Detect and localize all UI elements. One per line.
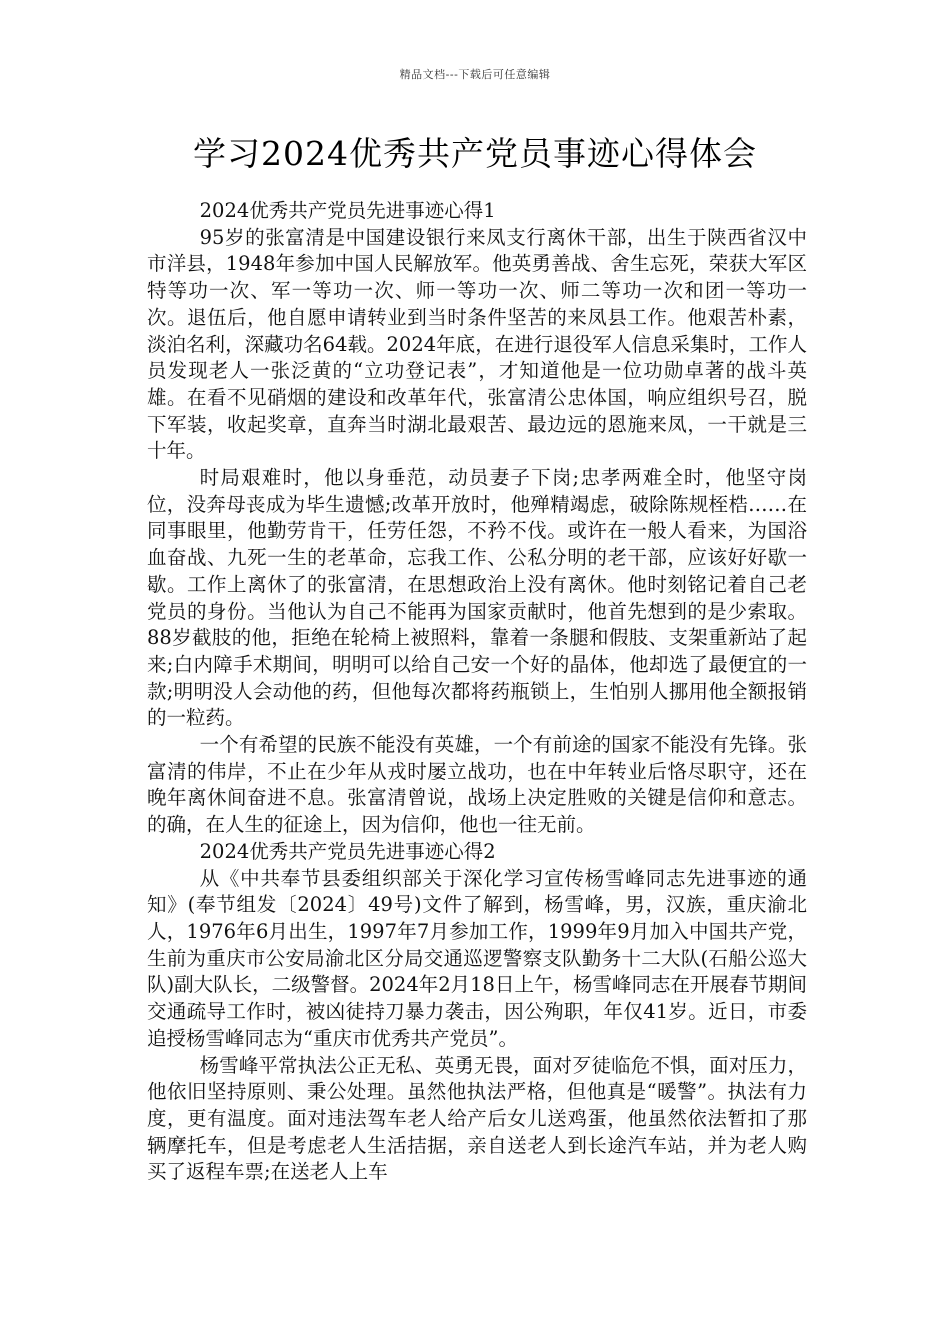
body-paragraph: 杨雪峰平常执法公正无私、英勇无畏，面对歹徒临危不惧，面对压力，他依旧坚持原则、秉公处理。虽然他执法严格，但他真是“暖警”。执法有力度，更有温度。面对违法驾车老人给产后女儿送鸡蛋，他虽然依法暂扣了那辆摩托车，但是考虑老人生活拮据，亲自送老人到长途汽车站，并为老人购买了返程车票;在送老人上车 [147,1053,807,1184]
document-body [147,198,807,1186]
document-title: 学习2024优秀共产党员事迹心得体会 [193,134,757,173]
document-header-note: 精品文档---下载后可任意编辑 [399,68,551,81]
section-heading-2: 2024优秀共产党员先进事迹心得2 [199,839,496,863]
body-paragraph: 从《中共奉节县委组织部关于深化学习宣传杨雪峰同志先进事迹的通知》(奉节组发〔2024〕49号)文件了解到，杨雪峰，男，汉族，重庆渝北人，1976年6月出生，1997年7月参加工作，1999年9月加入中国共产党，生前为重庆市公安局渝北区分局交通巡逻警察支队勤务十二大队(石船公巡大队)副大队长，二级警督。2024年2月18日上午，杨雪峰同志在开展春节期间交通疏导工作时，被凶徒持刀暴力袭击，因公殉职，年仅41岁。近日，市委追授杨雪峰同志为“重庆市优秀共产党员”。 [147,866,807,1050]
section-heading-1: 2024优秀共产党员先进事迹心得1 [199,199,496,222]
body-paragraph: 95岁的张富清是中国建设银行来凤支行离休干部，出生于陕西省汉中市洋县，1948年参加中国人民解放军。他英勇善战、舍生忘死，荣获大军区特等功一次、军一等功一次、师一等功一次、师二等功一次和团一等功一次。退伍后，他自愿申请转业到当时条件坚苦的来凤县工作。他艰苦朴素，淡泊名利，深藏功名64载。2024年底，在进行退役军人信息采集时，工作人员发现老人一张泛黄的“立功登记表”，才知道他是一位功勋卓著的战斗英雄。在看不见硝烟的建设和改革年代，张富清公忠体国，响应组织号召，脱下军装，收起奖章，直奔当时湖北最艰苦、最边远的恩施来凤，一干就是三十年。 [147,225,807,463]
body-paragraph: 一个有希望的民族不能没有英雄，一个有前途的国家不能没有先锋。张富清的伟岸，不止在少年从戎时屡立战功，也在中年转业后恪尽职守，还在晚年离休间奋进不息。张富清曾说，战场上决定胜败的关键是信仰和意志。的确，在人生的征途上，因为信仰，他也一往无前。 [147,733,807,837]
body-paragraph: 时局艰难时，他以身垂范，动员妻子下岗;忠孝两难全时，他坚守岗位，没奔母丧成为毕生遗憾;改革开放时，他殚精竭虑，破除陈规桎梏……在同事眼里，他勤劳肯干，任劳任怨，不矜不伐。或许在一般人看来，为国浴血奋战、九死一生的老革命，忘我工作、公私分明的老干部，应该好好歇一歇。工作上离休了的张富清，在思想政治上没有离休。他时刻铭记着自己老党员的身份。当他认为自己不能再为国家贡献时，他首先想到的是少索取。88岁截肢的他，拒绝在轮椅上被照料，靠着一条腿和假肢、支架重新站了起来;白内障手术期间，明明可以给自己安一个好的晶体，他却选了最便宜的一款;明明没人会动他的药，但他每次都将药瓶锁上，生怕别人挪用他全额报销的一粒药。 [147,466,807,730]
